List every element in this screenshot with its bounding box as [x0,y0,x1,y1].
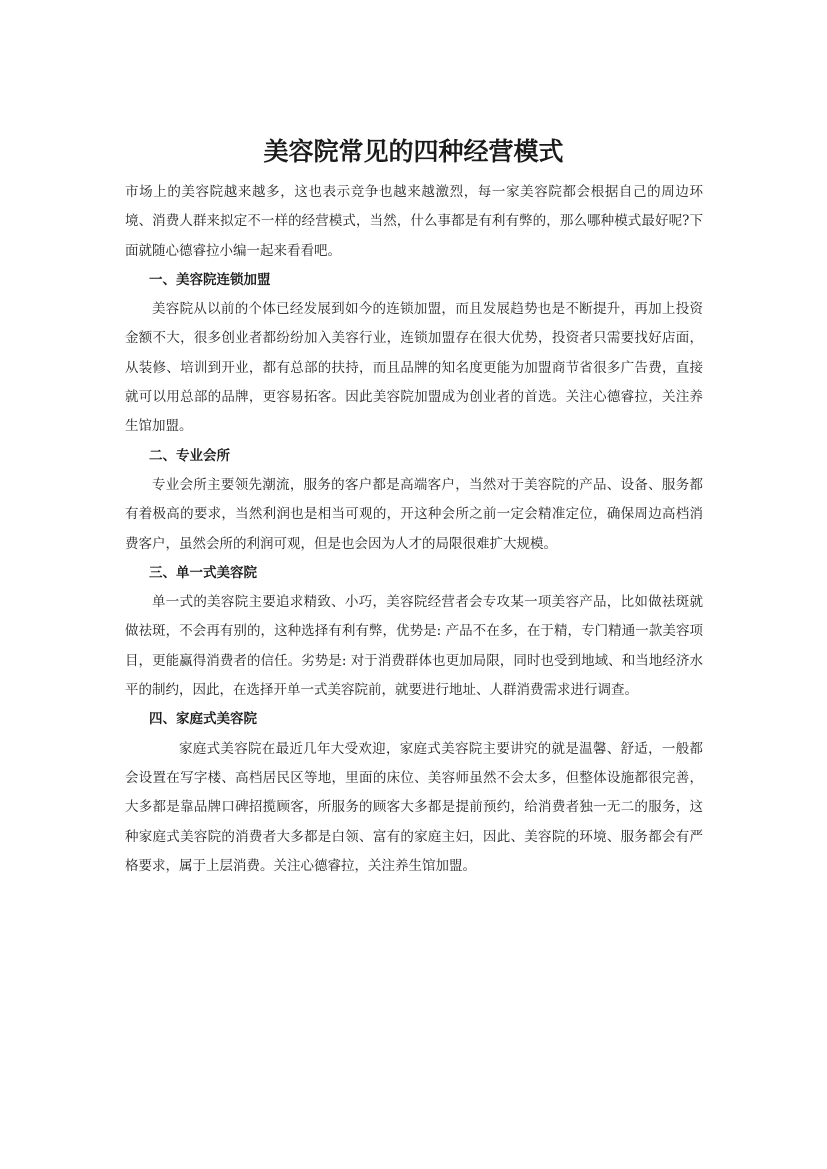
section-heading-chain-franchise: 一、美容院连锁加盟 [149,271,271,288]
section-paragraph-single-service-salon: 单一式的美容院主要追求精致、小巧，美容院经营者会专攻某一项美容产品，比如做祛斑就做祛斑，不会再有别的，这种选择有利有弊，优势是: 产品不在多，在于精，专门精通一款美容项目，更能赢得消费者的信任。劣势是: 对于消费群体也更加局限，同时也受到地域、和当地经济水平的制约，因此，在选择开单一式美容院前，就要进行地址、人群消费需求进行调查。 [125,594,703,699]
section-paragraph-home-style-salon: 家庭式美容院在最近几年大受欢迎，家庭式美容院主要讲究的就是温馨、舒适，一般都会设置在写字楼、高档居民区等地，里面的床位、美容师虽然不会太多，但整体设施都很完善，大多都是靠品牌口碑招揽顾客，所服务的顾客大多都是提前预约，给消费者独一无二的服务，这种家庭式美容院的消费者大多都是白领、富有的家庭主妇，因此、美容院的环境、服务都会有严格要求，属于上层消费。关注心德睿拉，关注养生馆加盟。 [125,740,703,874]
section-heading-home-style-salon: 四、家庭式美容院 [149,711,257,728]
section-paragraph-professional-club: 专业会所主要领先潮流，服务的客户都是高端客户，当然对于美容院的产品、设备、服务都有着极高的要求，当然利润也是相当可观的，开这种会所之前一定会精准定位，确保周边高档消费客户，虽然会所的利润可观，但是也会因为人才的局限很难扩大规模。 [125,476,703,552]
document-body [125,178,703,881]
section-paragraph-chain-franchise: 美容院从以前的个体已经发展到如今的连锁加盟，而且发展趋势也是不断提升，再加上投资金额不大，很多创业者都纷纷加入美容行业，连锁加盟存在很大优势，投资者只需要找好店面，从装修、培训到开业，都有总部的扶持，而且品牌的知名度更能为加盟商节省很多广告费，直接就可以用总部的品牌，更容易拓客。因此美容院加盟成为创业者的首选。关注心德睿拉，关注养生馆加盟。 [125,301,703,435]
document-title: 美容院常见的四种经营模式 [263,137,564,166]
section-heading-professional-club: 二、专业会所 [149,447,230,464]
section-heading-single-service-salon: 三、单一式美容院 [149,564,257,581]
intro-paragraph: 市场上的美容院越来越多，这也表示竞争也越来越激烈，每一家美容院都会根据自己的周边环境、消费人群来拟定不一样的经营模式，当然，什么事都是有利有弊的，那么哪种模式最好呢?下面就随心德睿拉小编一起来看看吧。 [125,184,703,259]
